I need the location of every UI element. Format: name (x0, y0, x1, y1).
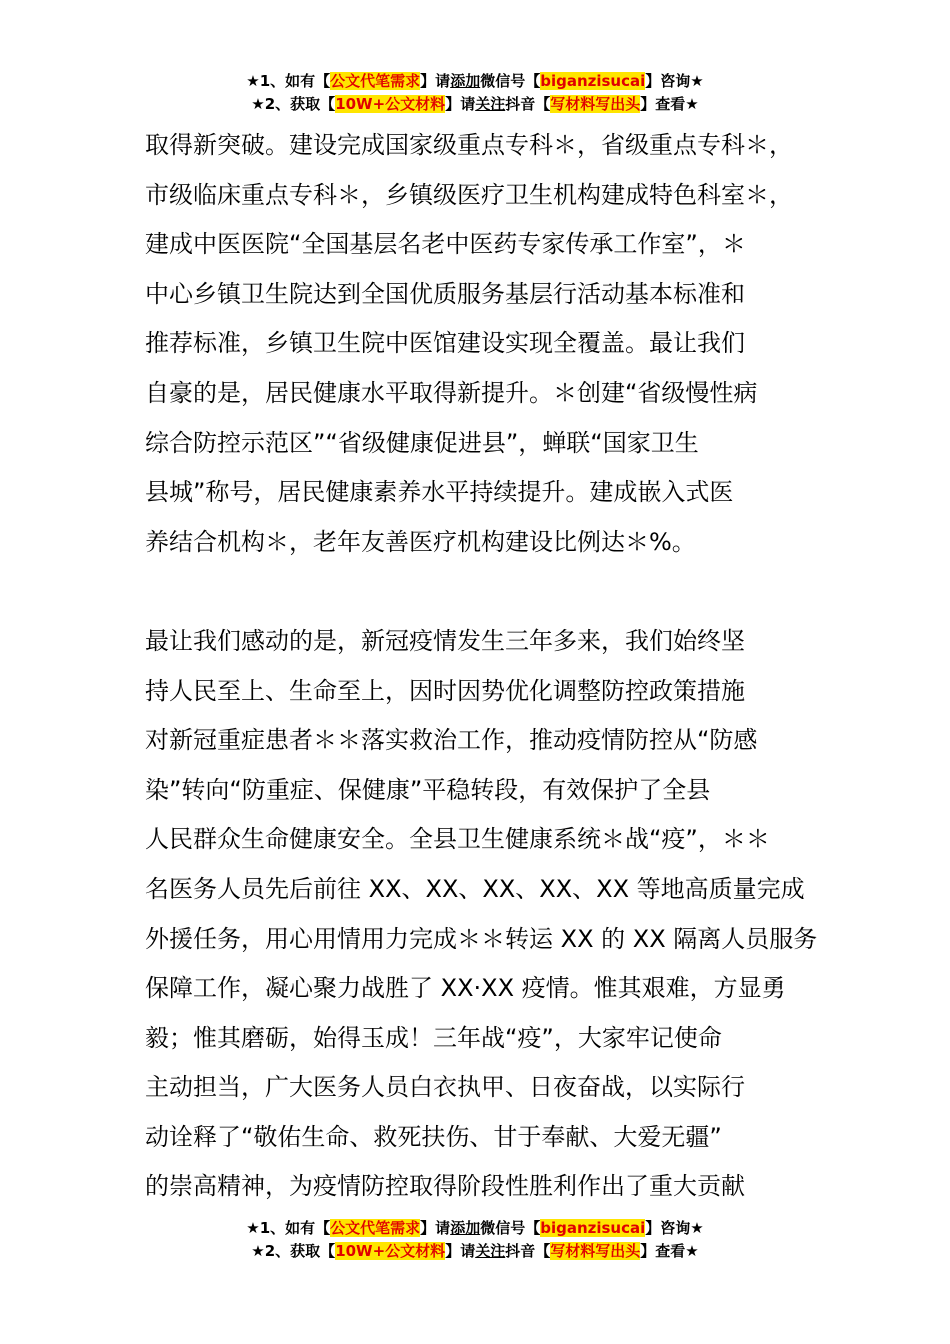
paragraph (145, 617, 817, 1212)
banner-text: 】查看★ (640, 1242, 699, 1260)
text-line: 主动担当，广大医务人员白衣执甲、日夜奋战，以实际行 (145, 1073, 745, 1102)
text-line: 市级临床重点专科＊，乡镇级医疗卫生机构建成特色科室＊， (145, 180, 793, 209)
paragraph (145, 121, 817, 567)
text-line: 综合防控示范区”“省级健康促进县”，蝉联“国家卫生 (145, 428, 699, 457)
banner-text: 】咨询★ (645, 72, 704, 90)
banner-text: ★2、获取【 (251, 1242, 336, 1260)
highlight-wechat-id: biganzisucai (540, 1219, 646, 1237)
text-line: 中心乡镇卫生院达到全国优质服务基层行活动基本标准和 (145, 279, 745, 308)
text-line: 建成中医医院“全国基层名老中医药专家传承工作室”，＊ (145, 230, 746, 259)
text-line: 染”转向“防重症、保健康”平稳转段，有效保护了全县 (145, 775, 711, 804)
banner-text: ★1、如有【 (246, 1219, 331, 1237)
text-line: 推荐标准，乡镇卫生院中医馆建设实现全覆盖。最让我们 (145, 329, 745, 358)
document-body (145, 121, 817, 1212)
text-line: 外援任务，用心用情用力完成＊＊转运 XX 的 XX 隔离人员服务 (145, 924, 818, 953)
banner-text: ★2、获取【 (251, 95, 336, 113)
text-line: 养结合机构＊，老年友善医疗机构建设比例达＊%。 (145, 527, 696, 556)
footer-banner (0, 1217, 950, 1263)
underlined-text: 添加 (450, 1219, 481, 1237)
banner-line-2 (0, 93, 950, 116)
text-line: 保障工作，凝心聚力战胜了 XX·XX 疫情。惟其艰难，方显勇 (145, 974, 786, 1003)
banner-text: 】请 (445, 95, 476, 113)
text-line: 自豪的是，居民健康水平取得新提升。＊创建“省级慢性病 (145, 378, 758, 407)
underlined-text: 关注 (475, 1242, 506, 1260)
text-line: 的崇高精神，为疫情防控取得阶段性胜利作出了重大贡献 (145, 1172, 745, 1201)
banner-text: 抖音【 (505, 95, 551, 113)
header-banner (0, 70, 950, 116)
text-line: 最让我们感动的是，新冠疫情发生三年多来，我们始终坚 (145, 626, 745, 655)
highlight-douyin-account: 写材料写出头 (550, 1242, 641, 1260)
banner-line-1 (0, 70, 950, 93)
highlight-materials: 10W+公文材料 (335, 1242, 446, 1260)
banner-line-2 (0, 1240, 950, 1263)
banner-text: 】请 (445, 1242, 476, 1260)
highlight-writing-service: 公文代笔需求 (330, 72, 421, 90)
highlight-materials: 10W+公文材料 (335, 95, 446, 113)
highlight-writing-service: 公文代笔需求 (330, 1219, 421, 1237)
banner-text: 】请 (420, 1219, 451, 1237)
banner-text: 微信号【 (480, 1219, 541, 1237)
text-line: 毅；惟其磨砺，始得玉成！三年战“疫”，大家牢记使命 (145, 1023, 722, 1052)
banner-text: 】请 (420, 72, 451, 90)
banner-text: 微信号【 (480, 72, 541, 90)
text-line: 对新冠重症患者＊＊落实救治工作，推动疫情防控从“防感 (145, 726, 758, 755)
banner-line-1 (0, 1217, 950, 1240)
highlight-wechat-id: biganzisucai (540, 72, 646, 90)
text-line: 动诠释了“敬佑生命、救死扶伤、甘于奉献、大爱无疆” (145, 1122, 722, 1151)
underlined-text: 添加 (450, 72, 481, 90)
banner-text: ★1、如有【 (246, 72, 331, 90)
highlight-douyin-account: 写材料写出头 (550, 95, 641, 113)
underlined-text: 关注 (475, 95, 506, 113)
text-line: 名医务人员先后前往 XX、XX、XX、XX、XX 等地高质量完成 (145, 874, 805, 903)
text-line: 人民群众生命健康安全。全县卫生健康系统＊战“疫”，＊＊ (145, 825, 770, 854)
text-line: 县城”称号，居民健康素养水平持续提升。建成嵌入式医 (145, 478, 734, 507)
text-line: 持人民至上、生命至上，因时因势优化调整防控政策措施 (145, 676, 745, 705)
text-line: 取得新突破。建设完成国家级重点专科＊，省级重点专科＊， (145, 131, 793, 159)
banner-text: 抖音【 (505, 1242, 551, 1260)
banner-text: 】查看★ (640, 95, 699, 113)
banner-text: 】咨询★ (645, 1219, 704, 1237)
